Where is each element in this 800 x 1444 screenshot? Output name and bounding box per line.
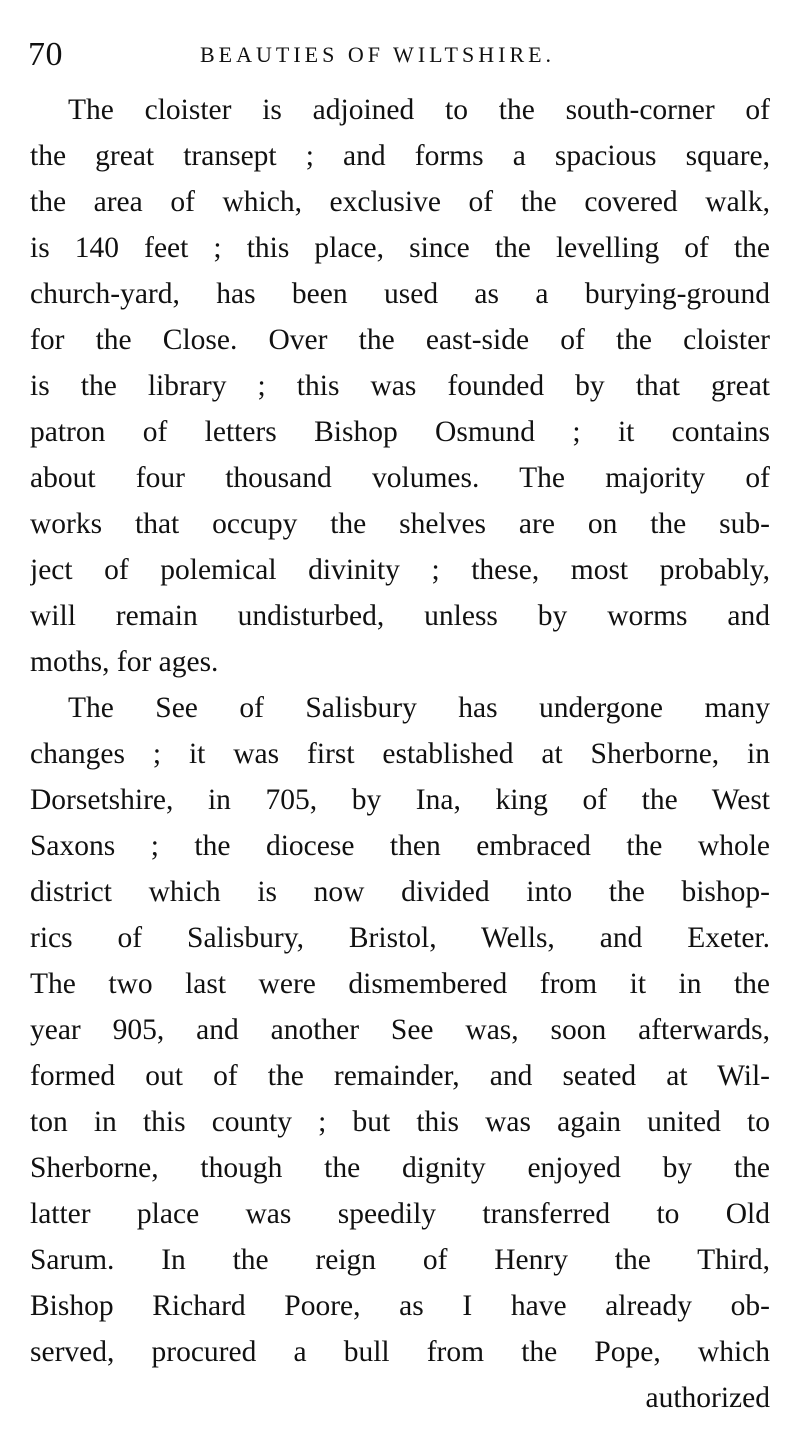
text-line: Sarum. In the reign of Henry the Third, xyxy=(30,1244,770,1276)
page-number: 70 xyxy=(28,36,63,73)
text-line: is the library ; this was founded by that great xyxy=(30,370,770,402)
text-line: year 905, and another See was, soon afterwards, xyxy=(30,1014,770,1046)
text-line: works that occupy the shelves are on the sub- xyxy=(30,508,770,540)
text-line: formed out of the remainder, and seated at Wil- xyxy=(30,1060,770,1092)
text-line: moths, for ages. xyxy=(30,646,219,678)
text-line: Dorsetshire, in 705, by Ina, king of the West xyxy=(30,784,770,816)
body-text xyxy=(30,87,770,1421)
text-line: about four thousand volumes. The majority of xyxy=(30,462,770,494)
paragraph xyxy=(30,87,770,685)
text-line: for the Close. Over the east-side of the cloister xyxy=(30,324,770,356)
running-title: BEAUTIES OF WILTSHIRE. xyxy=(200,42,556,67)
text-line: The two last were dismembered from it in the xyxy=(30,968,770,1000)
text-line: changes ; it was first established at Sherborne, in xyxy=(30,738,770,770)
text-line: the area of which, exclusive of the covered walk, xyxy=(30,186,770,218)
catchword: authorized xyxy=(645,1382,770,1414)
text-line: Bishop Richard Poore, as I have already ob- xyxy=(30,1290,770,1322)
text-line: The cloister is adjoined to the south-corner of xyxy=(68,94,770,126)
text-line: served, procured a bull from the Pope, which xyxy=(30,1336,770,1368)
text-line: is 140 feet ; this place, since the levelling of the xyxy=(30,232,770,264)
text-line: rics of Salisbury, Bristol, Wells, and Exeter. xyxy=(30,922,770,954)
text-line: ject of polemical divinity ; these, most probably, xyxy=(30,554,770,586)
text-line: the great transept ; and forms a spacious square, xyxy=(30,140,770,172)
text-line: church-yard, has been used as a burying-ground xyxy=(30,278,770,310)
text-line: patron of letters Bishop Osmund ; it contains xyxy=(30,416,770,448)
text-line: ton in this county ; but this was again united to xyxy=(30,1106,770,1138)
page-header xyxy=(28,30,768,80)
text-line: Sherborne, though the dignity enjoyed by the xyxy=(30,1152,770,1184)
text-line: The See of Salisbury has undergone many xyxy=(68,692,770,724)
text-line: Saxons ; the diocese then embraced the whole xyxy=(30,830,770,862)
paragraph xyxy=(30,685,770,1375)
text-line: district which is now divided into the bishop- xyxy=(30,876,770,908)
text-line: latter place was speedily transferred to Old xyxy=(30,1198,770,1230)
text-line: will remain undisturbed, unless by worms and xyxy=(30,600,770,632)
